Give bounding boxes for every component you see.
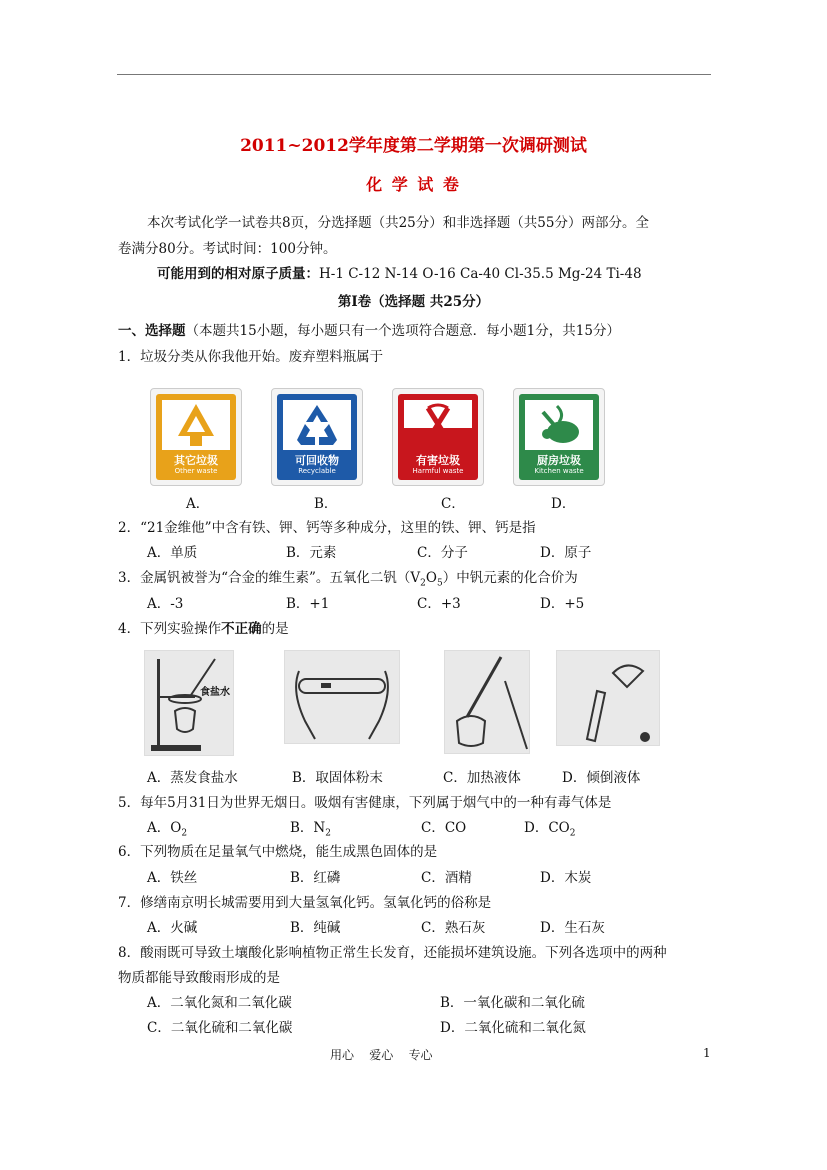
q5-b-text: B．N <box>290 820 326 836</box>
q4-option-b: B．取固体粉末 <box>292 770 383 786</box>
question-8-stem-line-1: 8．酸雨既可导致土壤酸化影响植物正常生长发育，还能损坏建筑设施。下列各选项中的两种 <box>118 945 667 961</box>
question-8-stem-line-2: 物质都能导致酸雨形成的是 <box>118 970 280 986</box>
recycle-icon <box>283 400 351 450</box>
q3-mid: O <box>425 570 437 586</box>
bin-sublabel: Harmful waste <box>412 467 464 475</box>
q3-stem-b: ）中钒元素的化合价为 <box>442 570 578 586</box>
pouring-liquid-image <box>556 650 660 746</box>
question-5-stem: 5．每年5月31日为世界无烟日。吸烟有害健康，下列属于烟气中的一种有毒气体是 <box>118 795 612 811</box>
bin-label: 其它垃圾 <box>174 454 218 467</box>
q5-d-text: D．CO <box>524 820 570 836</box>
bin-label: 厨房垃圾 <box>537 454 581 467</box>
q6-option-b: B．红磷 <box>290 870 341 886</box>
harmful-waste-icon <box>404 400 472 450</box>
bin-frame <box>398 394 478 480</box>
footer-motto: 用心 爱心 专心 <box>330 1048 433 1062</box>
atomic-masses-values: H-1 C-12 N-14 O-16 Ca-40 Cl-35.5 Mg-24 Ti-48 <box>319 266 642 282</box>
bin-harmful-waste <box>392 388 484 486</box>
salt-water-label: 食盐水 <box>200 687 230 698</box>
bin-label: 可回收物 <box>295 454 339 467</box>
intro-line-2: 卷满分80分。考试时间：100分钟。 <box>118 241 337 257</box>
atomic-masses <box>157 262 642 282</box>
question-7-stem: 7．修缮南京明长城需要用到大量氢氧化钙。氢氧化钙的俗称是 <box>118 895 492 911</box>
q1-option-c: C． <box>441 496 465 512</box>
bin-sublabel: Recyclable <box>298 467 336 475</box>
page-number: 1 <box>703 1046 711 1060</box>
q7-option-b: B．纯碱 <box>290 920 341 936</box>
q4-stem-bold: 不正确 <box>221 621 262 637</box>
q1-option-d: D． <box>551 496 576 512</box>
part-one-heading <box>118 319 620 339</box>
q2-option-c: C．分子 <box>417 545 468 561</box>
q1-option-a: A． <box>186 496 210 512</box>
powder-image <box>284 650 400 744</box>
q2-option-d: D．原子 <box>540 545 592 561</box>
q6-option-a: A．铁丝 <box>147 870 198 886</box>
q5-a-text: A．O <box>147 820 182 836</box>
q2-option-b: B．元素 <box>286 545 337 561</box>
atomic-masses-label: 可能用到的相对原子质量： <box>157 266 319 282</box>
q3-option-c: C．+3 <box>417 596 461 612</box>
part-one-desc: （本题共15小题，每小题只有一个选项符合题意．每小题1分，共15分） <box>185 323 620 339</box>
q5-d-sub: 2 <box>569 828 576 839</box>
q2-option-a: A．单质 <box>147 545 198 561</box>
q6-option-c: C．酒精 <box>421 870 472 886</box>
q4-stem-b: 的是 <box>261 621 289 637</box>
q3-stem-a: 3．金属钒被誉为“合金的维生素”。五氧化二钒（V <box>118 570 421 586</box>
bin-kitchen-waste <box>513 388 605 486</box>
q1-option-b: B． <box>314 496 338 512</box>
q5-option-c: C．CO <box>421 820 467 836</box>
exam-subtitle: 化 学 试 卷 <box>366 175 461 194</box>
question-4-stem <box>118 617 289 637</box>
bin-sublabel: Kitchen waste <box>534 467 584 475</box>
bin-other-waste <box>150 388 242 486</box>
q3-option-a: A．-3 <box>147 596 184 612</box>
q3-option-d: D．+5 <box>540 596 585 612</box>
q8-option-c: C．二氧化硫和二氧化碳 <box>147 1020 293 1036</box>
bin-sublabel: Other waste <box>174 467 218 475</box>
q4-option-c: C．加热液体 <box>443 770 521 786</box>
q8-option-a: A．二氧化氮和二氧化碳 <box>147 995 292 1011</box>
kitchen-waste-icon <box>525 400 593 450</box>
exam-title: 2011~2012学年度第二学期第一次调研测试 <box>240 136 587 156</box>
q4-stem-a: 4．下列实验操作 <box>118 621 222 637</box>
bin-label: 有害垃圾 <box>416 454 460 467</box>
evaporation-image <box>144 650 234 756</box>
q4-option-d: D．倾倒液体 <box>562 770 641 786</box>
intro-line-1: 本次考试化学一试卷共8页，分选择题（共25分）和非选择题（共55分）两部分。全 <box>147 215 649 231</box>
heating-liquid-image <box>444 650 530 754</box>
q8-option-b: B．一氧化碳和二氧化硫 <box>440 995 585 1011</box>
q5-option-d <box>524 816 575 839</box>
q4-option-a: A．蒸发食盐水 <box>147 770 238 786</box>
q6-option-d: D．木炭 <box>540 870 592 886</box>
q5-option-a <box>147 816 187 839</box>
q7-option-a: A．火碱 <box>147 920 198 936</box>
header-rule <box>117 74 711 75</box>
other-waste-icon <box>162 400 230 450</box>
q3-option-b: B．+1 <box>286 596 330 612</box>
q5-option-b <box>290 816 331 839</box>
q7-option-d: D．生石灰 <box>540 920 605 936</box>
q5-a-sub: 2 <box>181 828 188 839</box>
question-6-stem: 6．下列物质在足量氧气中燃烧，能生成黑色固体的是 <box>118 844 438 860</box>
question-2-stem: 2．“21金维他”中含有铁、钾、钙等多种成分，这里的铁、钾、钙是指 <box>118 520 536 536</box>
bin-frame <box>277 394 357 480</box>
q8-option-d: D．二氧化硫和二氧化氮 <box>440 1020 586 1036</box>
question-1-stem: 1．垃圾分类从你我他开始。废弃塑料瓶属于 <box>118 349 384 365</box>
section-heading: 第Ⅰ卷（选择题 共25分） <box>337 294 490 310</box>
part-one-label: 一、选择题 <box>118 323 186 339</box>
q7-option-c: C．熟石灰 <box>421 920 486 936</box>
q3-sub-1: 2 <box>420 578 426 589</box>
q5-b-sub: 2 <box>325 828 331 839</box>
bin-frame <box>156 394 236 480</box>
bin-recyclable <box>271 388 363 486</box>
q3-sub-2: 5 <box>436 578 443 589</box>
bin-frame <box>519 394 599 480</box>
question-3-stem <box>118 566 578 589</box>
